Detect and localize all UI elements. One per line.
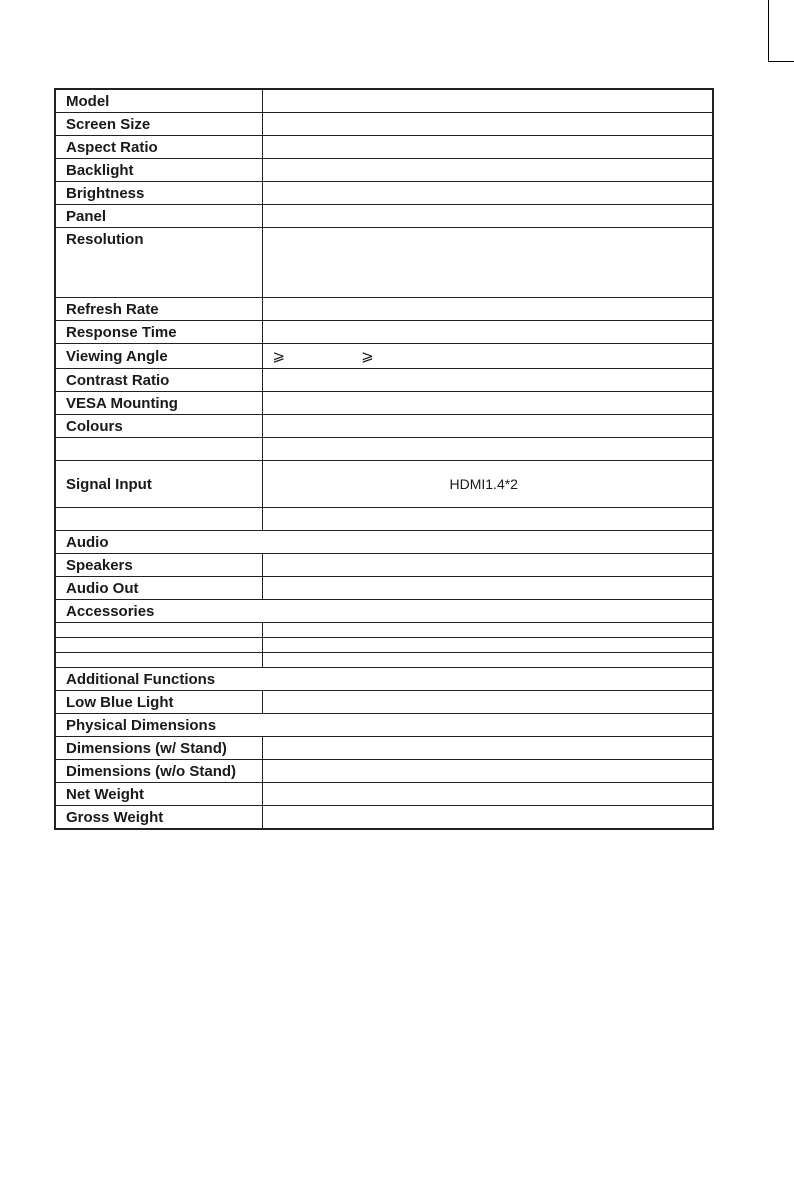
label-colours: Colours [55, 415, 262, 438]
label-resolution: Resolution [55, 228, 262, 298]
row-backlight [55, 159, 713, 182]
row-audio-out [55, 577, 713, 600]
value-colours [262, 415, 713, 438]
row-refresh-rate [55, 298, 713, 321]
row-accessory-1 [55, 623, 713, 638]
value-speakers [262, 554, 713, 577]
label-panel: Panel [55, 205, 262, 228]
crop-mark-top-right [784, 0, 794, 10]
value-vesa-mounting [262, 392, 713, 415]
row-response-time [55, 321, 713, 344]
section-physical-dimensions: Physical Dimensions [55, 714, 713, 737]
label-dimensions-without-stand: Dimensions (w/o Stand) [55, 760, 262, 783]
value-dimensions-with-stand [262, 737, 713, 760]
label-blank-2 [55, 508, 262, 531]
row-net-weight [55, 783, 713, 806]
signal-input-value: HDMI1.4*2 [449, 475, 518, 492]
label-accessory-1 [55, 623, 262, 638]
value-net-weight [262, 783, 713, 806]
row-physical-dimensions-section [55, 714, 713, 737]
row-vesa-mounting [55, 392, 713, 415]
row-low-blue-light [55, 691, 713, 714]
value-accessory-3 [262, 653, 713, 668]
value-brightness [262, 182, 713, 205]
label-accessory-3 [55, 653, 262, 668]
label-vesa-mounting: VESA Mounting [55, 392, 262, 415]
row-speakers [55, 554, 713, 577]
row-screen-size [55, 113, 713, 136]
value-response-time [262, 321, 713, 344]
greater-equal-symbol-1: ⩾ [272, 348, 286, 365]
value-backlight [262, 159, 713, 182]
value-signal-input [262, 461, 713, 508]
label-gross-weight: Gross Weight [55, 806, 262, 830]
value-low-blue-light [262, 691, 713, 714]
row-audio-section [55, 531, 713, 554]
row-contrast-ratio [55, 369, 713, 392]
label-audio-out: Audio Out [55, 577, 262, 600]
value-blank-2 [262, 508, 713, 531]
value-refresh-rate [262, 298, 713, 321]
spec-table [54, 88, 714, 830]
label-brightness: Brightness [55, 182, 262, 205]
section-audio: Audio [55, 531, 713, 554]
row-accessory-3 [55, 653, 713, 668]
label-model: Model [55, 89, 262, 113]
value-viewing-angle [262, 344, 713, 369]
row-dimensions-with-stand [55, 737, 713, 760]
section-additional-functions: Additional Functions [55, 668, 713, 691]
row-signal-input [55, 461, 713, 508]
value-panel [262, 205, 713, 228]
label-screen-size: Screen Size [55, 113, 262, 136]
value-accessory-1 [262, 623, 713, 638]
row-viewing-angle [55, 344, 713, 369]
label-backlight: Backlight [55, 159, 262, 182]
value-aspect-ratio [262, 136, 713, 159]
label-aspect-ratio: Aspect Ratio [55, 136, 262, 159]
label-dimensions-with-stand: Dimensions (w/ Stand) [55, 737, 262, 760]
row-brightness [55, 182, 713, 205]
value-screen-size [262, 113, 713, 136]
greater-equal-symbol-2: ⩾ [361, 348, 374, 365]
label-response-time: Response Time [55, 321, 262, 344]
label-net-weight: Net Weight [55, 783, 262, 806]
value-resolution [262, 228, 713, 298]
row-resolution [55, 228, 713, 298]
section-accessories: Accessories [55, 600, 713, 623]
row-colours [55, 415, 713, 438]
value-model [262, 89, 713, 113]
row-blank-2 [55, 508, 713, 531]
row-aspect-ratio [55, 136, 713, 159]
label-refresh-rate: Refresh Rate [55, 298, 262, 321]
label-accessory-2 [55, 638, 262, 653]
label-signal-input: Signal Input [55, 461, 262, 508]
row-accessories-section [55, 600, 713, 623]
value-gross-weight [262, 806, 713, 830]
row-additional-functions-section [55, 668, 713, 691]
value-accessory-2 [262, 638, 713, 653]
row-gross-weight [55, 806, 713, 830]
value-contrast-ratio [262, 369, 713, 392]
value-blank-1 [262, 438, 713, 461]
label-viewing-angle: Viewing Angle [55, 344, 262, 369]
row-accessory-2 [55, 638, 713, 653]
label-contrast-ratio: Contrast Ratio [55, 369, 262, 392]
label-low-blue-light: Low Blue Light [55, 691, 262, 714]
label-speakers: Speakers [55, 554, 262, 577]
label-blank-1 [55, 438, 262, 461]
row-panel [55, 205, 713, 228]
value-dimensions-without-stand [262, 760, 713, 783]
row-model [55, 89, 713, 113]
value-audio-out [262, 577, 713, 600]
row-dimensions-without-stand [55, 760, 713, 783]
row-blank-1 [55, 438, 713, 461]
